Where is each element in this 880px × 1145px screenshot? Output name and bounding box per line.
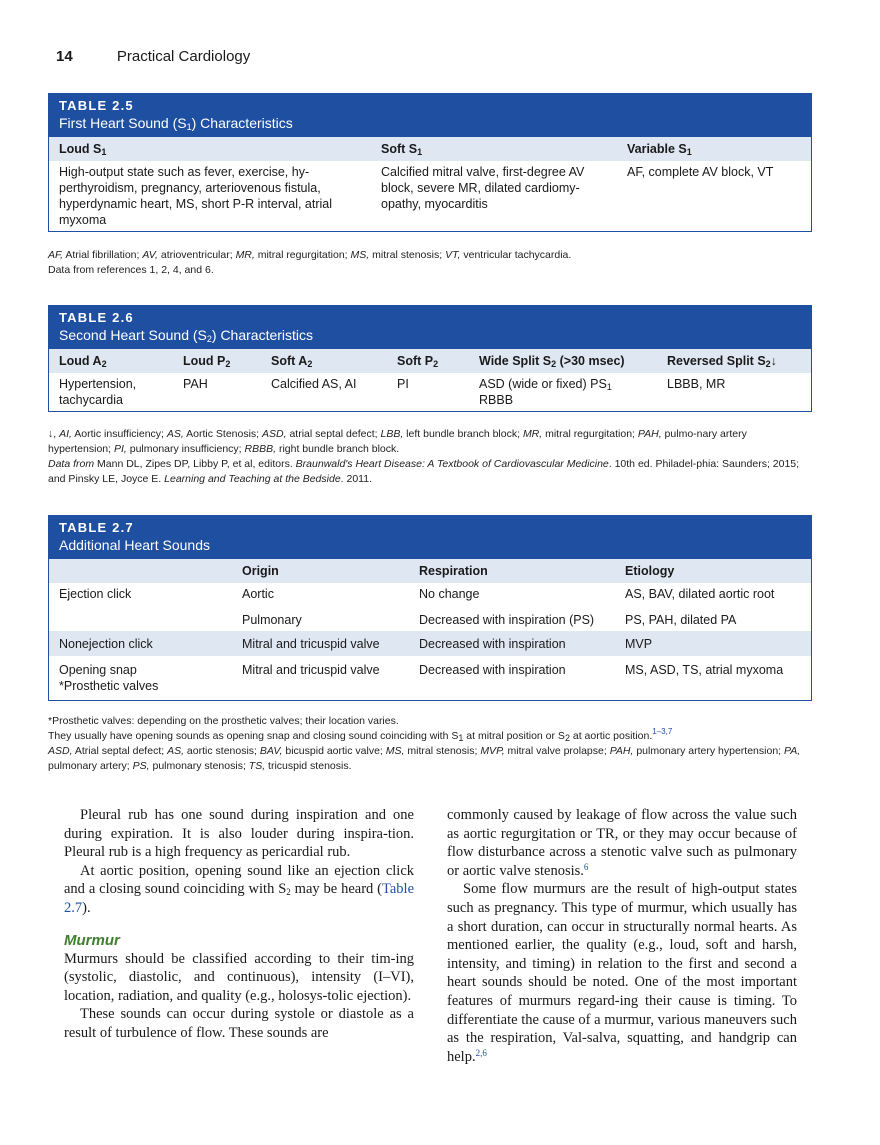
source-note: Data from references 1, 2, 4, and 6.	[48, 264, 214, 276]
table-link[interactable]: Table 2.7	[64, 881, 415, 916]
table-row	[49, 656, 811, 700]
column-header: Soft $A_2$	[261, 349, 387, 373]
column-header: Reversed Split $S_2↓$	[657, 349, 811, 373]
left-column	[64, 806, 414, 1043]
section-heading: Murmur	[64, 931, 120, 949]
table-caption: Second Heart Sound $(S_2)$ Characteristics	[59, 327, 314, 344]
table-cell: ASD (wide or fixed) $PS_1$ RBBB	[479, 377, 612, 407]
table-2-7-notes	[48, 714, 812, 774]
footnote: They usually have opening sounds as opening snap and closing sound coinciding with $S_1$ at mitral position or $S_2$ at aortic position.$^{1-3,7}$	[48, 727, 673, 743]
table-cell: AF, complete AV block, VT	[627, 165, 774, 179]
right-column	[447, 806, 797, 1066]
table-cell: Decreased with inspiration (PS)	[419, 613, 595, 627]
paragraph: These sounds can occur during systole or diastole as a result of turbulence of flow. These sounds are	[64, 1006, 414, 1041]
column-header: Variable $S_1$	[617, 137, 811, 161]
column-header: Respiration	[409, 559, 615, 583]
table-2-6-notes	[48, 427, 812, 487]
table-2-5-notes	[48, 248, 812, 278]
paragraph: At aortic position, opening sound like an ejection click and a closing sound coinciding with $S_2$ may be heard (Table 2.7).	[64, 862, 415, 916]
table-cell: Mitral and tricuspid valve	[232, 631, 409, 656]
table-cell: PAH	[183, 377, 208, 391]
table-row	[49, 161, 811, 231]
paragraph: Murmurs should be classified according to their tim-ing (systolic, diastolic, and continuous), intensity (I–VI), location, radiation, and quality (e.g., holosys-tolic ejection).	[64, 950, 414, 1004]
table-cell: Mitral and tricuspid valve	[242, 663, 380, 677]
reference-link[interactable]: 2,6	[475, 1047, 487, 1058]
row-label: Opening snap	[59, 663, 137, 677]
table-cell: Decreased with inspiration	[419, 663, 566, 677]
table-cell: No change	[419, 587, 480, 601]
column-header: Wide Split $S_2$ (>30 msec)	[469, 349, 657, 373]
column-header: Loud $A_2$	[49, 349, 173, 373]
table-cell: Calcified AS, AI	[271, 377, 357, 391]
footnote: *Prosthetic valves: depending on the prosthetic valves; their location varies.	[48, 715, 399, 727]
table-cell: AS, BAV, dilated aortic root	[625, 587, 775, 601]
table-header	[49, 516, 811, 559]
table-row	[49, 605, 811, 631]
table-caption: Additional Heart Sounds	[59, 537, 210, 553]
table-cell: High-output state such as fever, exercise, hy-perthyroidism, pregnancy, arteriovenous fistula, hyperdynamic heart, MS, short P-R interval, atrial myxoma	[59, 165, 333, 227]
column-header: Etiology	[615, 559, 811, 583]
reference-link[interactable]: 6	[583, 861, 589, 872]
running-title: Practical Cardiology	[116, 48, 251, 65]
table-cell: Pulmonary	[242, 613, 302, 627]
column-header: Soft $S_1$	[371, 137, 617, 161]
table-cell: Aortic	[242, 587, 274, 601]
page-number: 14	[56, 48, 73, 65]
reference-link[interactable]: 1–3,7	[652, 727, 673, 736]
paragraph: Pleural rub has one sound during inspiration and one during expiration. It is also louder during inspira-tion. Pleural rub is a high frequency as pericardial rub.	[64, 807, 414, 861]
table-header	[49, 94, 811, 137]
source-note: Data from Mann DL, Zipes DP, Libby P, et al, editors. Braunwald's Heart Disease: A Textbook of Cardiovascular Medicine. 10th ed. Philadel-phia: Saunders; 2015; and Pinsky LE, Joyce E. Learning and Teaching at the Bedside. 2011.	[48, 458, 800, 485]
table-row	[49, 583, 811, 605]
table-cell: LBBB, MR	[667, 377, 726, 391]
table-cell: PI	[397, 377, 409, 391]
abbreviations-note: ASD, Atrial septal defect; AS, aortic stenosis; BAV, bicuspid aortic valve; MS, mitral stenosis; MVP, mitral valve prolapse; PAH, pulmonary artery hypertension; PA, pulmonary artery; PS, pulmonary stenosis; TS, tricuspid stenosis.	[48, 745, 801, 772]
paragraph: Some flow murmurs are the result of high-output states such as pregnancy. This type of murmur, which usually has a short duration, can occur in structurally normal hearts. As mentioned earlier, the quality (e.g., loud, soft and harsh, intensity, and timing) in relation to the first and second a heart sounds should be noted. One of the most important features of murmurs regard-ing their cause is timing. To differentiate the cause of a murmur, various maneuvers such as the respiration, Val-salva, squatting, and handgrip can help.$^{2,6}$	[447, 881, 797, 1065]
table-cell: Hypertension, tachycardia	[59, 377, 137, 407]
table-cell	[49, 605, 232, 631]
table-row	[49, 631, 811, 656]
table-2-6	[48, 305, 812, 412]
page-header	[56, 48, 250, 65]
column-header: Soft $P_2$	[387, 349, 469, 373]
table-2-7	[48, 515, 812, 701]
abbreviations-note: ↓, AI, Aortic insufficiency; AS, Aortic Stenosis; ASD, atrial septal defect; LBB, left bundle branch block; MR, mitral regurgitation; PAH, pulmo-nary artery hypertension; PI, pulmonary insufficiency; RBBB, right bundle branch block.	[48, 428, 747, 455]
table-label: TABLE 2.7	[59, 520, 134, 535]
abbreviations-note: AF, Atrial fibrillation; AV, atrioventricular; MR, mitral regurgitation; MS, mitral stenosis; VT, ventricular tachycardia.	[48, 249, 572, 261]
table-header	[49, 306, 811, 349]
table-cell: Ejection click	[59, 587, 132, 601]
table-cell: Calcified mitral valve, first-degree AV block, severe MR, dilated cardiomy-opathy, myocarditis	[381, 165, 585, 211]
table-cell: Decreased with inspiration	[409, 631, 615, 656]
table-cell	[49, 656, 232, 700]
table-row	[49, 373, 811, 411]
table-label: TABLE 2.5	[59, 98, 134, 113]
table-2-5	[48, 93, 812, 232]
table-cell: Nonejection click	[49, 631, 232, 656]
table-label: TABLE 2.6	[59, 310, 134, 325]
table-cell: PS, PAH, dilated PA	[625, 613, 737, 627]
table-cell: MVP	[615, 631, 811, 656]
paragraph: commonly caused by leakage of flow across the value such as aortic regurgitation or TR, or they may occur because of flow disturbance across a stenotic valve such as pulmonary or aortic valve stenosis.$^6$	[447, 807, 797, 879]
column-header: Loud $P_2$	[173, 349, 261, 373]
row-label: *Prosthetic valves	[59, 679, 159, 693]
column-header	[49, 559, 232, 583]
column-header: Origin	[232, 559, 409, 583]
table-caption: First Heart Sound $(S_1)$ Characteristics	[59, 115, 293, 132]
column-header: Loud $S_1$	[49, 137, 371, 161]
table-cell: MS, ASD, TS, atrial myxoma	[625, 663, 784, 677]
